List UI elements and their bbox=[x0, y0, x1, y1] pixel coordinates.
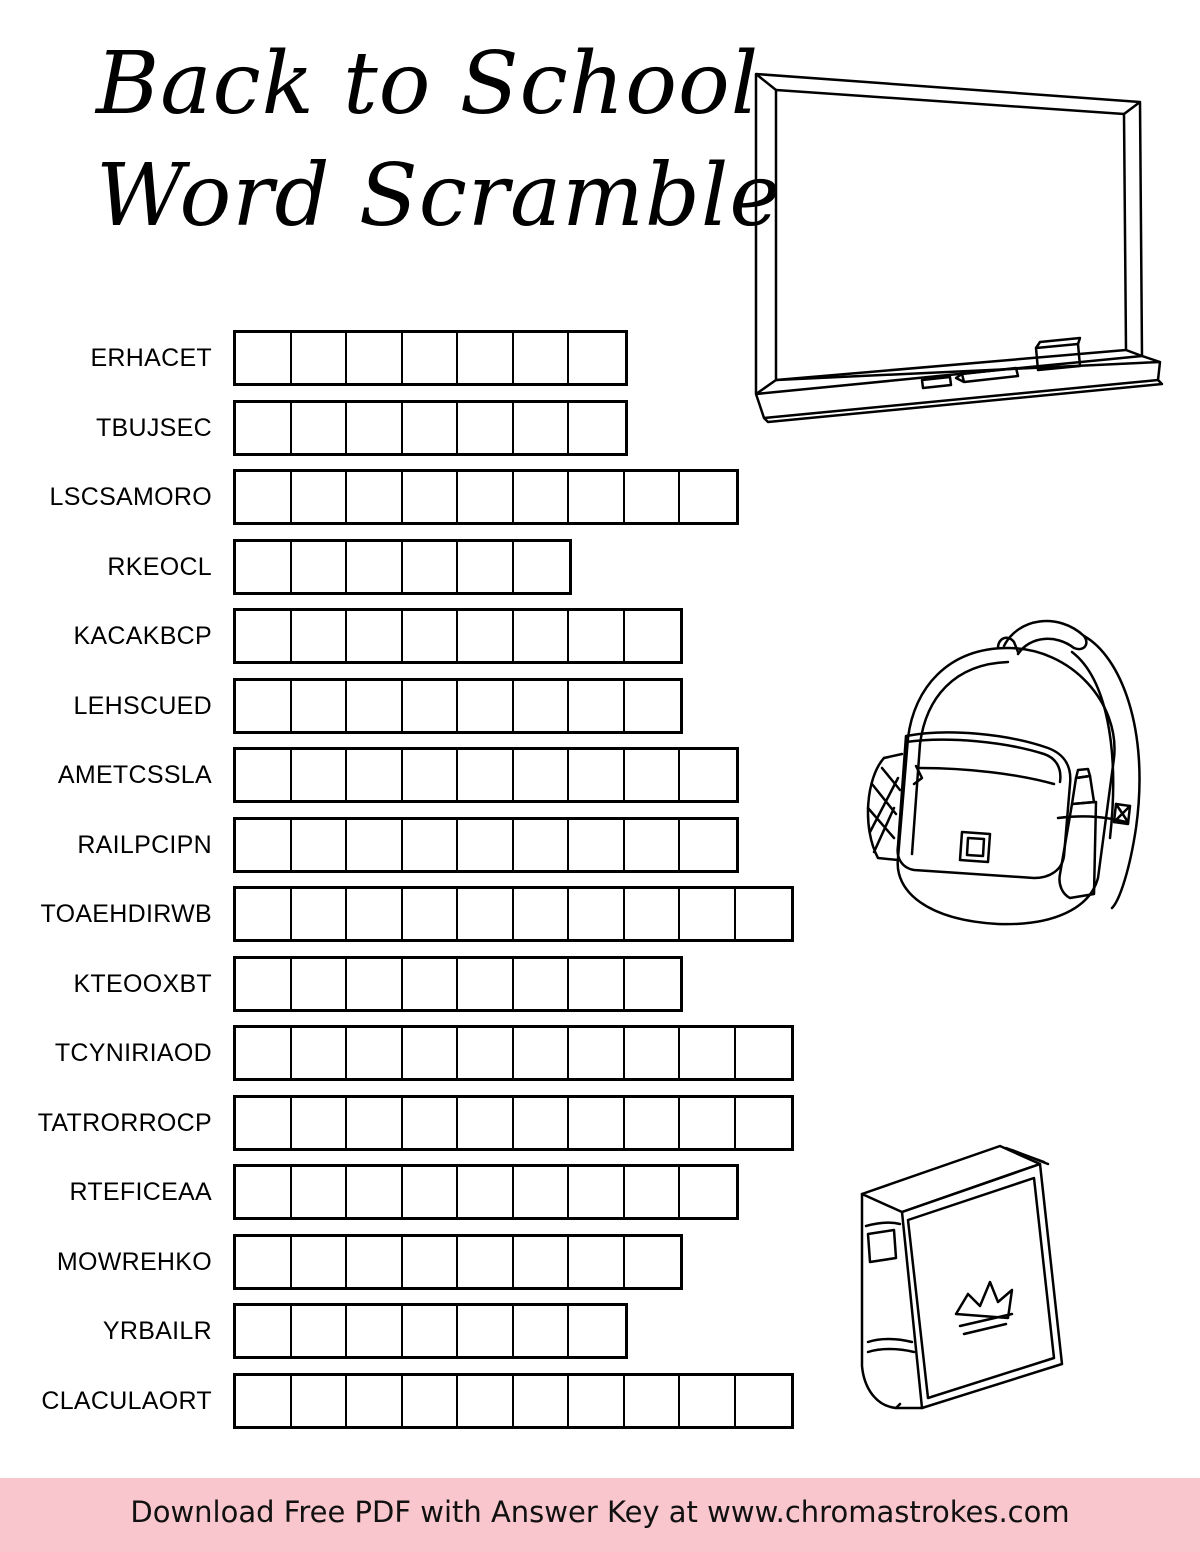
letter-box[interactable] bbox=[403, 750, 459, 800]
answer-boxes bbox=[233, 956, 683, 1012]
letter-box[interactable] bbox=[514, 889, 570, 939]
letter-box[interactable] bbox=[625, 1098, 681, 1148]
letter-box[interactable] bbox=[458, 1028, 514, 1078]
title-line-1: Back to School bbox=[96, 34, 760, 134]
letter-box[interactable] bbox=[458, 1167, 514, 1217]
letter-box[interactable] bbox=[403, 820, 459, 870]
answer-boxes bbox=[233, 539, 572, 595]
letter-box[interactable] bbox=[236, 1306, 292, 1356]
scramble-row bbox=[0, 608, 800, 664]
letter-box[interactable] bbox=[458, 611, 514, 661]
letter-box[interactable] bbox=[514, 1306, 570, 1356]
letter-box[interactable] bbox=[569, 1237, 625, 1287]
letter-box[interactable] bbox=[236, 681, 292, 731]
letter-box[interactable] bbox=[347, 1028, 403, 1078]
letter-box[interactable] bbox=[236, 403, 292, 453]
letter-box[interactable] bbox=[292, 611, 348, 661]
letter-box[interactable] bbox=[569, 1028, 625, 1078]
letter-box[interactable] bbox=[514, 1376, 570, 1426]
letter-box[interactable] bbox=[458, 1376, 514, 1426]
letter-box[interactable] bbox=[569, 403, 625, 453]
letter-box[interactable] bbox=[680, 750, 736, 800]
letter-box[interactable] bbox=[514, 681, 570, 731]
letter-box[interactable] bbox=[236, 1237, 292, 1287]
letter-box[interactable] bbox=[514, 542, 570, 592]
letter-box[interactable] bbox=[680, 1167, 736, 1217]
letter-box[interactable] bbox=[292, 1028, 348, 1078]
letter-box[interactable] bbox=[292, 681, 348, 731]
letter-box[interactable] bbox=[514, 959, 570, 1009]
letter-box[interactable] bbox=[236, 1376, 292, 1426]
letter-box[interactable] bbox=[236, 959, 292, 1009]
letter-box[interactable] bbox=[236, 611, 292, 661]
letter-box[interactable] bbox=[347, 611, 403, 661]
letter-box[interactable] bbox=[347, 681, 403, 731]
letter-box[interactable] bbox=[680, 472, 736, 522]
letter-box[interactable] bbox=[458, 542, 514, 592]
scrambled-word: TATRORROCP bbox=[37, 1108, 212, 1137]
letter-box[interactable] bbox=[458, 1306, 514, 1356]
scramble-row bbox=[0, 817, 800, 873]
letter-box[interactable] bbox=[569, 820, 625, 870]
letter-box[interactable] bbox=[680, 820, 736, 870]
letter-box[interactable] bbox=[236, 472, 292, 522]
letter-box[interactable] bbox=[347, 1306, 403, 1356]
scrambled-word: MOWREHKO bbox=[56, 1247, 212, 1276]
letter-box[interactable] bbox=[403, 1098, 459, 1148]
scrambled-word: RAILPCIPN bbox=[77, 830, 212, 859]
letter-box[interactable] bbox=[625, 1237, 681, 1287]
letter-box[interactable] bbox=[680, 1028, 736, 1078]
letter-box[interactable] bbox=[514, 1028, 570, 1078]
letter-box[interactable] bbox=[458, 333, 514, 383]
letter-box[interactable] bbox=[458, 472, 514, 522]
answer-boxes bbox=[233, 1373, 794, 1429]
scrambled-word: RTEFICEAA bbox=[69, 1178, 212, 1206]
letter-box[interactable] bbox=[236, 750, 292, 800]
letter-box[interactable] bbox=[569, 1098, 625, 1148]
letter-box[interactable] bbox=[403, 472, 459, 522]
scramble-row bbox=[0, 678, 800, 734]
letter-box[interactable] bbox=[292, 1237, 348, 1287]
letter-box[interactable] bbox=[514, 333, 570, 383]
letter-box[interactable] bbox=[680, 1376, 736, 1426]
scrambled-word: CLACULAORT bbox=[41, 1386, 212, 1415]
letter-box[interactable] bbox=[736, 1028, 792, 1078]
letter-box[interactable] bbox=[347, 542, 403, 592]
scrambled-word: LSCSAMORO bbox=[49, 483, 212, 511]
scrambled-word: KACAKBCP bbox=[73, 622, 212, 650]
letter-box[interactable] bbox=[403, 333, 459, 383]
letter-box[interactable] bbox=[236, 542, 292, 592]
letter-box[interactable] bbox=[292, 1167, 348, 1217]
letter-box[interactable] bbox=[347, 959, 403, 1009]
letter-box[interactable] bbox=[347, 333, 403, 383]
letter-box[interactable] bbox=[625, 1028, 681, 1078]
answer-boxes bbox=[233, 678, 683, 734]
answer-boxes bbox=[233, 1164, 739, 1220]
letter-box[interactable] bbox=[625, 889, 681, 939]
letter-box[interactable] bbox=[514, 1167, 570, 1217]
letter-box[interactable] bbox=[292, 542, 348, 592]
letter-box[interactable] bbox=[736, 1098, 792, 1148]
scramble-row bbox=[0, 539, 800, 595]
answer-boxes bbox=[233, 817, 739, 873]
letter-box[interactable] bbox=[569, 959, 625, 1009]
scramble-row bbox=[0, 1025, 800, 1081]
letter-box[interactable] bbox=[458, 1237, 514, 1287]
letter-box[interactable] bbox=[514, 750, 570, 800]
footer-banner bbox=[0, 1478, 1200, 1552]
letter-box[interactable] bbox=[403, 1028, 459, 1078]
scrambled-word: ERHACET bbox=[90, 344, 212, 372]
letter-box[interactable] bbox=[236, 1028, 292, 1078]
letter-box[interactable] bbox=[569, 611, 625, 661]
letter-box[interactable] bbox=[347, 472, 403, 522]
book-icon bbox=[856, 1142, 1068, 1414]
letter-box[interactable] bbox=[292, 333, 348, 383]
letter-box[interactable] bbox=[569, 333, 625, 383]
letter-box[interactable] bbox=[236, 1098, 292, 1148]
answer-boxes bbox=[233, 1095, 794, 1151]
scrambled-word: LEHSCUED bbox=[73, 691, 212, 720]
letter-box[interactable] bbox=[236, 1167, 292, 1217]
answer-boxes bbox=[233, 1025, 794, 1081]
letter-box[interactable] bbox=[569, 681, 625, 731]
answer-boxes bbox=[233, 1234, 683, 1290]
scramble-row bbox=[0, 330, 800, 386]
scramble-row bbox=[0, 469, 800, 525]
scramble-row bbox=[0, 747, 800, 803]
letter-box[interactable] bbox=[292, 1306, 348, 1356]
letter-box[interactable] bbox=[403, 959, 459, 1009]
scrambled-word: AMETCSSLA bbox=[57, 761, 212, 789]
letter-box[interactable] bbox=[736, 1376, 792, 1426]
letter-box[interactable] bbox=[403, 889, 459, 939]
letter-box[interactable] bbox=[458, 889, 514, 939]
letter-box[interactable] bbox=[625, 750, 681, 800]
answer-boxes bbox=[233, 886, 794, 942]
letter-box[interactable] bbox=[514, 1237, 570, 1287]
letter-box[interactable] bbox=[292, 472, 348, 522]
letter-box[interactable] bbox=[403, 1376, 459, 1426]
letter-box[interactable] bbox=[625, 681, 681, 731]
letter-box[interactable] bbox=[292, 1098, 348, 1148]
letter-box[interactable] bbox=[569, 889, 625, 939]
letter-box[interactable] bbox=[236, 889, 292, 939]
answer-boxes bbox=[233, 1303, 628, 1359]
letter-box[interactable] bbox=[292, 889, 348, 939]
letter-box[interactable] bbox=[569, 1376, 625, 1426]
letter-box[interactable] bbox=[458, 959, 514, 1009]
letter-box[interactable] bbox=[347, 750, 403, 800]
answer-boxes bbox=[233, 330, 628, 386]
letter-box[interactable] bbox=[292, 403, 348, 453]
letter-box[interactable] bbox=[347, 1237, 403, 1287]
answer-boxes bbox=[233, 400, 628, 456]
letter-box[interactable] bbox=[680, 1098, 736, 1148]
letter-box[interactable] bbox=[292, 1376, 348, 1426]
scrambled-word: KTEOOXBT bbox=[73, 969, 212, 998]
letter-box[interactable] bbox=[292, 959, 348, 1009]
letter-box[interactable] bbox=[236, 333, 292, 383]
letter-box[interactable] bbox=[514, 611, 570, 661]
letter-box[interactable] bbox=[403, 542, 459, 592]
letter-box[interactable] bbox=[514, 1098, 570, 1148]
letter-box[interactable] bbox=[236, 820, 292, 870]
scrambled-word: YRBAILR bbox=[102, 1317, 212, 1345]
letter-box[interactable] bbox=[625, 959, 681, 1009]
letter-box[interactable] bbox=[514, 820, 570, 870]
letter-box[interactable] bbox=[403, 611, 459, 661]
letter-box[interactable] bbox=[403, 403, 459, 453]
letter-box[interactable] bbox=[569, 750, 625, 800]
footer-text: Download Free PDF with Answer Key at www.chromastrokes.com bbox=[130, 1495, 1070, 1529]
scramble-row bbox=[0, 956, 800, 1012]
letter-box[interactable] bbox=[458, 681, 514, 731]
chalkboard-icon bbox=[750, 68, 1170, 430]
scramble-row bbox=[0, 1303, 800, 1359]
letter-box[interactable] bbox=[403, 1237, 459, 1287]
scrambled-word: TOAEHDIRWB bbox=[40, 900, 212, 928]
scramble-row bbox=[0, 1164, 800, 1220]
letter-box[interactable] bbox=[292, 750, 348, 800]
letter-box[interactable] bbox=[347, 889, 403, 939]
letter-box[interactable] bbox=[625, 1376, 681, 1426]
letter-box[interactable] bbox=[569, 472, 625, 522]
letter-box[interactable] bbox=[347, 403, 403, 453]
letter-box[interactable] bbox=[403, 1306, 459, 1356]
letter-box[interactable] bbox=[736, 889, 792, 939]
letter-box[interactable] bbox=[403, 1167, 459, 1217]
letter-box[interactable] bbox=[625, 472, 681, 522]
scramble-row bbox=[0, 1234, 800, 1290]
scramble-row bbox=[0, 886, 800, 942]
title-line-2: Word Scramble bbox=[96, 146, 782, 246]
letter-box[interactable] bbox=[347, 1098, 403, 1148]
letter-box[interactable] bbox=[625, 611, 681, 661]
letter-box[interactable] bbox=[514, 472, 570, 522]
scrambled-word: RKEOCL bbox=[107, 552, 212, 581]
letter-box[interactable] bbox=[625, 1167, 681, 1217]
letter-box[interactable] bbox=[569, 1167, 625, 1217]
scrambled-word: TBUJSEC bbox=[95, 413, 212, 442]
scrambled-word: TCYNIRIAOD bbox=[54, 1039, 212, 1067]
letter-box[interactable] bbox=[458, 750, 514, 800]
letter-box[interactable] bbox=[680, 889, 736, 939]
scramble-row bbox=[0, 1373, 800, 1429]
backpack-icon bbox=[858, 608, 1144, 930]
letter-box[interactable] bbox=[347, 1167, 403, 1217]
letter-box[interactable] bbox=[458, 820, 514, 870]
letter-box[interactable] bbox=[458, 403, 514, 453]
answer-boxes bbox=[233, 608, 683, 664]
letter-box[interactable] bbox=[458, 1098, 514, 1148]
letter-box[interactable] bbox=[292, 820, 348, 870]
letter-box[interactable] bbox=[569, 1306, 625, 1356]
scramble-row bbox=[0, 400, 800, 456]
letter-box[interactable] bbox=[403, 681, 459, 731]
letter-box[interactable] bbox=[347, 820, 403, 870]
answer-boxes bbox=[233, 747, 739, 803]
letter-box[interactable] bbox=[514, 403, 570, 453]
letter-box[interactable] bbox=[347, 1376, 403, 1426]
page-title bbox=[96, 28, 782, 252]
scramble-row bbox=[0, 1095, 800, 1151]
answer-boxes bbox=[233, 469, 739, 525]
letter-box[interactable] bbox=[625, 820, 681, 870]
